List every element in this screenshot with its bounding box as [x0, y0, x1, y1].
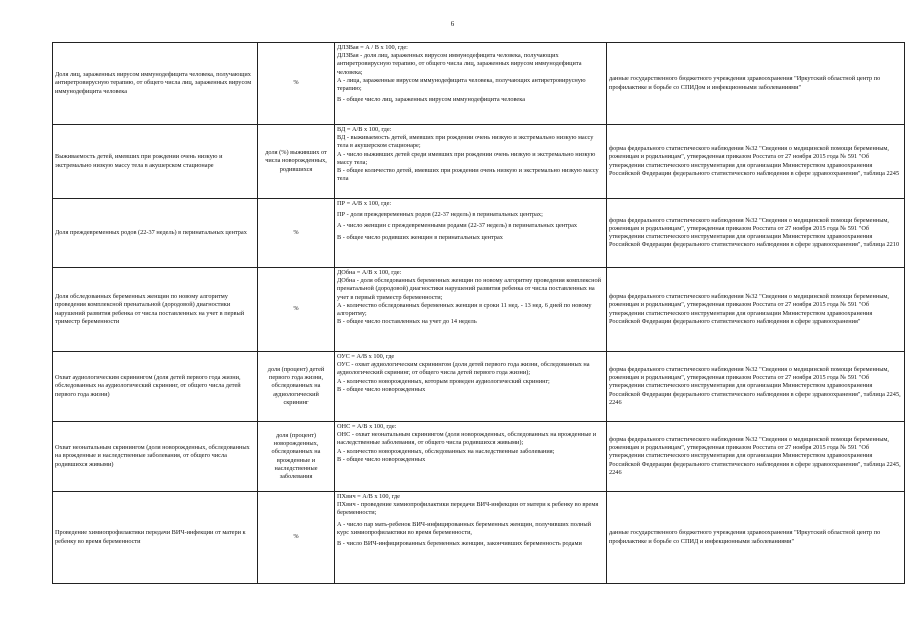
formula-line: ВД - выживаемость детей, имевших при рождении очень низкую и экстремально низкую массу тела в акушерском стационаре; [337, 134, 594, 150]
table-row [53, 268, 905, 352]
formula-cell [335, 422, 607, 492]
formula-line: ОУС - охват аудиологическим скринингом (доля детей первого года жизни, обследованных на аудиологический скрининг, от общего числа детей первого года жизни); [337, 361, 590, 377]
page-number: 6 [450, 20, 455, 28]
formula-line: ПР - доля преждевременных родов (22-37 недель) в перинатальных центрах; [337, 211, 543, 219]
formula-line: А - количество новорожденных, которым проведен аудиологический скрининг; [337, 377, 550, 385]
formula-line: В - общее число новорожденных [337, 385, 426, 393]
formula-cell [335, 199, 607, 268]
unit-cell: % [258, 199, 335, 268]
formula-cell [335, 352, 607, 422]
formula-line: А - лица, зараженные вирусом иммунодефицита человека, получающих антиретровирусную терапию; [337, 76, 586, 92]
source-cell: данные государственного бюджетного учреждения здравоохранения "Иркутский областной центр по профилактике и борьбе со СПИД и инфекционными заболеваниями" [607, 492, 905, 584]
indicator-name: Проведение химиопрофилактики передачи ВИЧ-инфекции от матери к ребенку во время беременности [53, 492, 258, 584]
formula-line: ДОбна - доля обследованных беременных женщин по новому алгоритму проведения комплексной пренатальной (дородовой) диагностики нарушений развития ребенка от числа поставленных на учет в первый триместр беременности; [337, 277, 601, 301]
formula-line: ПХвич - проведение химиопрофилактики передачи ВИЧ-инфекции от матери к ребенку во время беременности; [337, 501, 599, 517]
table-row [53, 492, 905, 584]
formula-line: ПР = А/В x 100, где: [337, 200, 392, 207]
table-row [53, 352, 905, 422]
formula-line: ОНС = А/В x 100, где: [337, 423, 397, 430]
formula-line: А - число пар мать-ребенок ВИЧ-инфицированных беременных женщин, получивших полный курс химиопрофилактики во время беременности, [337, 520, 591, 536]
table-row [53, 43, 905, 125]
source-cell: данные государственного бюджетного учреждения здравоохранения "Иркутский областной центр по профилактике и борьбе со СПИДом и инфекционными заболеваниями" [607, 43, 905, 125]
table-row [53, 422, 905, 492]
formula-line: ДЛЗВая = А / В x 100, где: [337, 44, 408, 51]
indicators-table [52, 42, 905, 584]
indicator-name: Доля лиц, зараженных вирусом иммунодефицита человека, получающих антиретровирусную терапию, от общего числа лиц, зараженных вирусом иммунодефицита человека [53, 43, 258, 125]
formula-line: В - общее число новорожденных [337, 455, 426, 463]
indicator-name: Выживаемость детей, имевших при рождении очень низкую и экстремально низкую массу тела в акушерском стационаре [53, 125, 258, 199]
formula-cell [335, 268, 607, 352]
table-row [53, 125, 905, 199]
formula-cell [335, 43, 607, 125]
indicator-name: Охват неонатальным скринингом (доля новорожденных, обследованных на врожденные и наследственные заболевания, от общего числа родившихся живыми) [53, 422, 258, 492]
formula-line: ДОбна = А/В x 100, где: [337, 269, 402, 276]
formula-line: ВД = А/В x 100, где: [337, 126, 392, 133]
formula-line: А - количество обследованных беременных женщин в сроки 11 нед. - 13 нед. 6 дней по новому алгоритму; [337, 301, 592, 317]
source-cell: форма федерального статистического наблюдения №32 "Сведения о медицинской помощи беременным, роженицам и родильницам", утвержденная приказом Росстата от 27 ноября 2015 года № 591 "Об утверждении статистического инструментария для организации Министерством здравоохранения Российской Федерации федерального статистического наблюдения в сфере здравоохранения", таблица 2245 [607, 125, 905, 199]
unit-cell: % [258, 43, 335, 125]
formula-line: В - общее число родивших женщин в перинатальных центрах [337, 233, 503, 241]
formula-line: ПХвич = А/В x 100, где [337, 493, 400, 500]
formula-line: А - число выживших детей среди имевших при рождении очень низкую и экстремально низкую массу тела; [337, 150, 596, 166]
table-row [53, 199, 905, 268]
unit-cell: % [258, 268, 335, 352]
indicator-name: Доля преждевременных родов (22-37 недель) в перинатальных центрах [53, 199, 258, 268]
unit-cell: доля (процент) новорожденных, обследованных на врожденные и наследственные заболевания [258, 422, 335, 492]
formula-line: В - общее число поставленных на учет до 14 недель [337, 318, 477, 326]
unit-cell: доля (процент) детей первого года жизни, обследованных на аудиологический скрининг [258, 352, 335, 422]
formula-line: В - общее количество детей, имевших при рождении очень низкую и экстремально низкую массу тела [337, 166, 599, 183]
source-cell: форма федерального статистического наблюдения №32 "Сведения о медицинской помощи беременным, роженицам и родильницам", утвержденная приказом Росстата от 27 ноября 2015 года № 591 "Об утверждении статистического инструментария для организации Министерством здравоохранения Российской Федерации федерального статистического наблюдения в сфере здравоохранения", таблица 2210 [607, 199, 905, 268]
source-cell: форма федерального статистического наблюдения №32 "Сведения о медицинской помощи беременным, роженицам и родильницам", утвержденная приказом Росстата от 27 ноября 2015 года № 591 "Об утверждении статистического инструментария для организации Министерством здравоохранения Российской Федерации федерального статистического наблюдения в сфере здравоохранения" [607, 268, 905, 352]
formula-cell [335, 125, 607, 199]
formula-line: В - число ВИЧ-инфицированных беременных женщин, закончивших беременность родами [337, 539, 582, 547]
unit-cell: доля (%) выживших от числа новорожденных, родившихся [258, 125, 335, 199]
indicator-name: Доля обследованных беременных женщин по новому алгоритму проведения комплексной пренатальной (дородовой) диагностики нарушений развития ребенка от числа поставленных на учет в первый триместр беременности [53, 268, 258, 352]
formula-cell [335, 492, 607, 584]
indicator-name: Охват аудиологическим скринингом (доля детей первого года жизни, обследованных на аудиологический скрининг, от общего числа детей первого года жизни) [53, 352, 258, 422]
formula-line: А - количество новорожденных, обследованных на наследственные заболевания; [337, 447, 555, 455]
source-cell: форма федерального статистического наблюдения №32 "Сведения о медицинской помощи беременным, роженицам и родильницам", утвержденная приказом Росстата от 27 ноября 2015 года № 591 "Об утверждении статистического инструментария для организации Министерством здравоохранения Российской Федерации федерального статистического наблюдения в сфере здравоохранения", таблица 2245, 2246 [607, 422, 905, 492]
source-cell: форма федерального статистического наблюдения №32 "Сведения о медицинской помощи беременным, роженицам и родильницам", утвержденная приказом Росстата от 27 ноября 2015 года № 591 "Об утверждении статистического инструментария для организации Министерством здравоохранения Российской Федерации федерального статистического наблюдения в сфере здравоохранения", таблица 2245, 2246 [607, 352, 905, 422]
unit-cell: % [258, 492, 335, 584]
formula-line: А - число женщин с преждевременными родами (22-37 недель) в перинатальных центрах [337, 222, 578, 230]
formula-line: ОНС - охват неонатальным скринингом (доля новорожденных, обследованных на врожденные и наследственные заболевания, от общего числа родившихся живыми); [337, 431, 597, 447]
formula-line: ОУС = А/В x 100, где [337, 353, 395, 360]
formula-line: В - общее число лиц, зараженных вирусом иммунодефицита человека [337, 96, 525, 104]
formula-line: ДЛЗВая - доля лиц, зараженных вирусом иммунодефицита человека, получающих антиретровирусную терапию, от общего числа лиц, зараженных вирусом иммунодефицита человека; [337, 52, 582, 76]
